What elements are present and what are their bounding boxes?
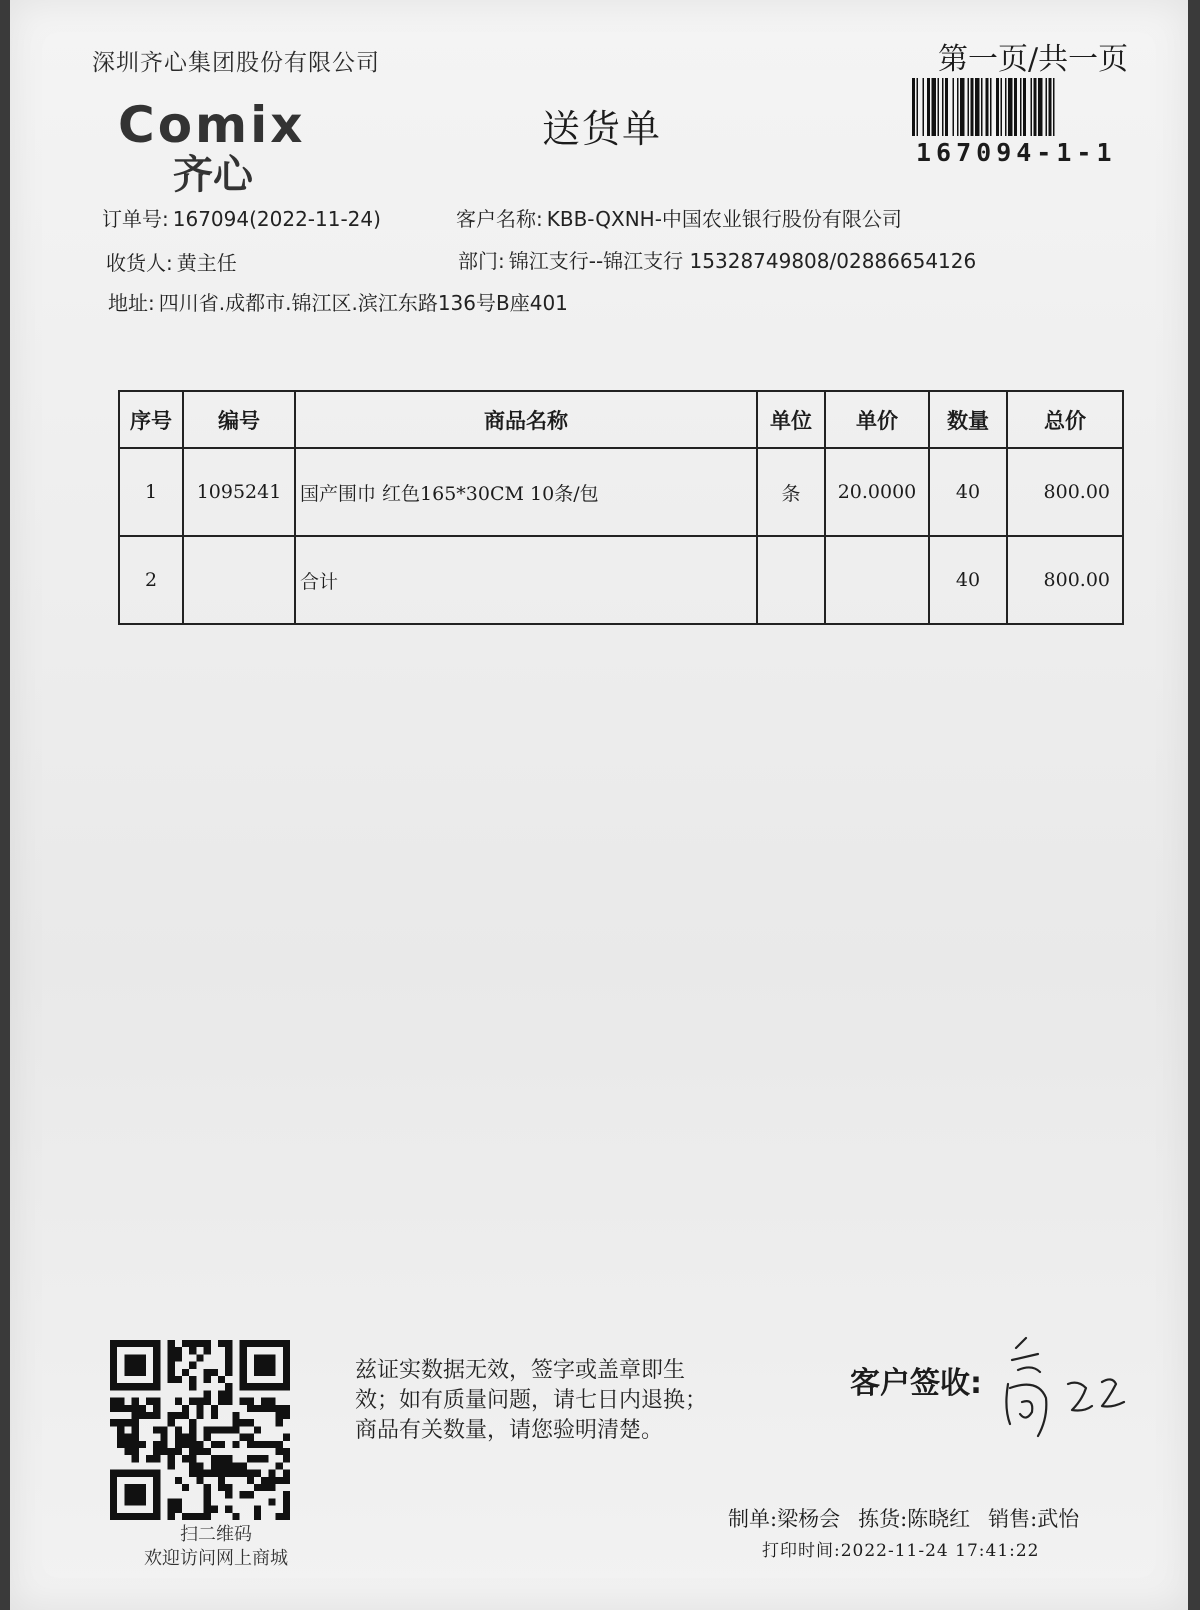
dept-value: 锦江支行--锦江支行 15328749808/02886654126 — [508, 249, 977, 273]
table-row — [119, 448, 1123, 536]
logo-chinese: 齐心 — [173, 152, 253, 198]
header-product-name: 商品名称 — [295, 391, 757, 448]
cell-unit: 条 — [757, 448, 825, 536]
comix-logo — [118, 96, 368, 210]
header-quantity: 数量 — [929, 391, 1007, 448]
logo-english: Comix — [118, 96, 306, 154]
header-seq: 序号 — [119, 391, 183, 448]
cell-code: 1095241 — [183, 448, 295, 536]
department — [458, 245, 976, 274]
receiver — [106, 247, 237, 276]
header-total: 总价 — [1007, 391, 1123, 448]
picker: 拣货:陈晓红 — [858, 1507, 971, 1531]
qr-caption-line-1: 扫二维码 — [180, 1524, 252, 1545]
cell-product-name: 国产围巾 红色165*30CM 10条/包 — [295, 448, 757, 536]
cell-unit — [757, 536, 825, 624]
order-label: 订单号: — [102, 207, 169, 231]
cell-total: 800.00 — [1007, 448, 1123, 536]
cell-unit-price: 20.0000 — [825, 448, 929, 536]
table-header-row — [119, 391, 1123, 448]
notice-text — [355, 1356, 707, 1446]
customer-sign-label: 客户签收: — [850, 1366, 982, 1401]
receiver-value: 黄主任 — [176, 251, 237, 275]
sales: 销售:武怡 — [988, 1507, 1080, 1531]
customer-value: KBB-QXNH-中国农业银行股份有限公司 — [546, 207, 902, 231]
customer-name — [456, 203, 902, 232]
barcode-icon — [910, 78, 1140, 136]
notice-line-1: 兹证实数据无效，签字或盖章即生 — [355, 1358, 686, 1383]
address — [108, 287, 568, 316]
order-value: 167094(2022-11-24) — [172, 207, 381, 231]
cell-seq: 1 — [119, 448, 183, 536]
handwritten-signature — [998, 1318, 1148, 1468]
qr-caption — [106, 1523, 326, 1571]
qr-caption-line-2: 欢迎访问网上商城 — [144, 1548, 288, 1569]
cell-unit-price — [825, 536, 929, 624]
items-table — [118, 390, 1124, 625]
cell-quantity: 40 — [929, 448, 1007, 536]
address-label: 地址: — [108, 291, 155, 315]
company-name: 深圳齐心集团股份有限公司 — [92, 50, 380, 76]
address-value: 四川省.成都市.锦江区.滨江东路136号B座401 — [158, 291, 568, 315]
delivery-note-paper — [10, 0, 1188, 1610]
customer-label: 客户名称: — [456, 207, 543, 231]
staff-line — [728, 1503, 1097, 1533]
document-title: 送货单 — [542, 107, 663, 151]
print-time: 打印时间:2022-11-24 17:41:22 — [762, 1541, 1040, 1561]
order-number — [102, 203, 381, 232]
table-row — [119, 536, 1123, 624]
qr-code-icon — [110, 1340, 290, 1520]
receiver-label: 收货人: — [106, 251, 173, 275]
cell-quantity: 40 — [929, 536, 1007, 624]
maker: 制单:梁杨会 — [728, 1507, 841, 1531]
barcode-number: 167094-1-1 — [916, 138, 1117, 167]
page-info: 第一页/共一页 — [938, 42, 1129, 77]
dept-label: 部门: — [458, 249, 505, 273]
notice-line-2: 效；如有质量问题，请七日内退换； — [355, 1388, 708, 1413]
cell-code — [183, 536, 295, 624]
cell-total: 800.00 — [1007, 536, 1123, 624]
header-unit-price: 单价 — [825, 391, 929, 448]
header-unit: 单位 — [757, 391, 825, 448]
cell-product-name: 合计 — [295, 536, 757, 624]
notice-line-3: 商品有关数量，请您验明清楚。 — [355, 1418, 664, 1443]
cell-seq: 2 — [119, 536, 183, 624]
header-code: 编号 — [183, 391, 295, 448]
